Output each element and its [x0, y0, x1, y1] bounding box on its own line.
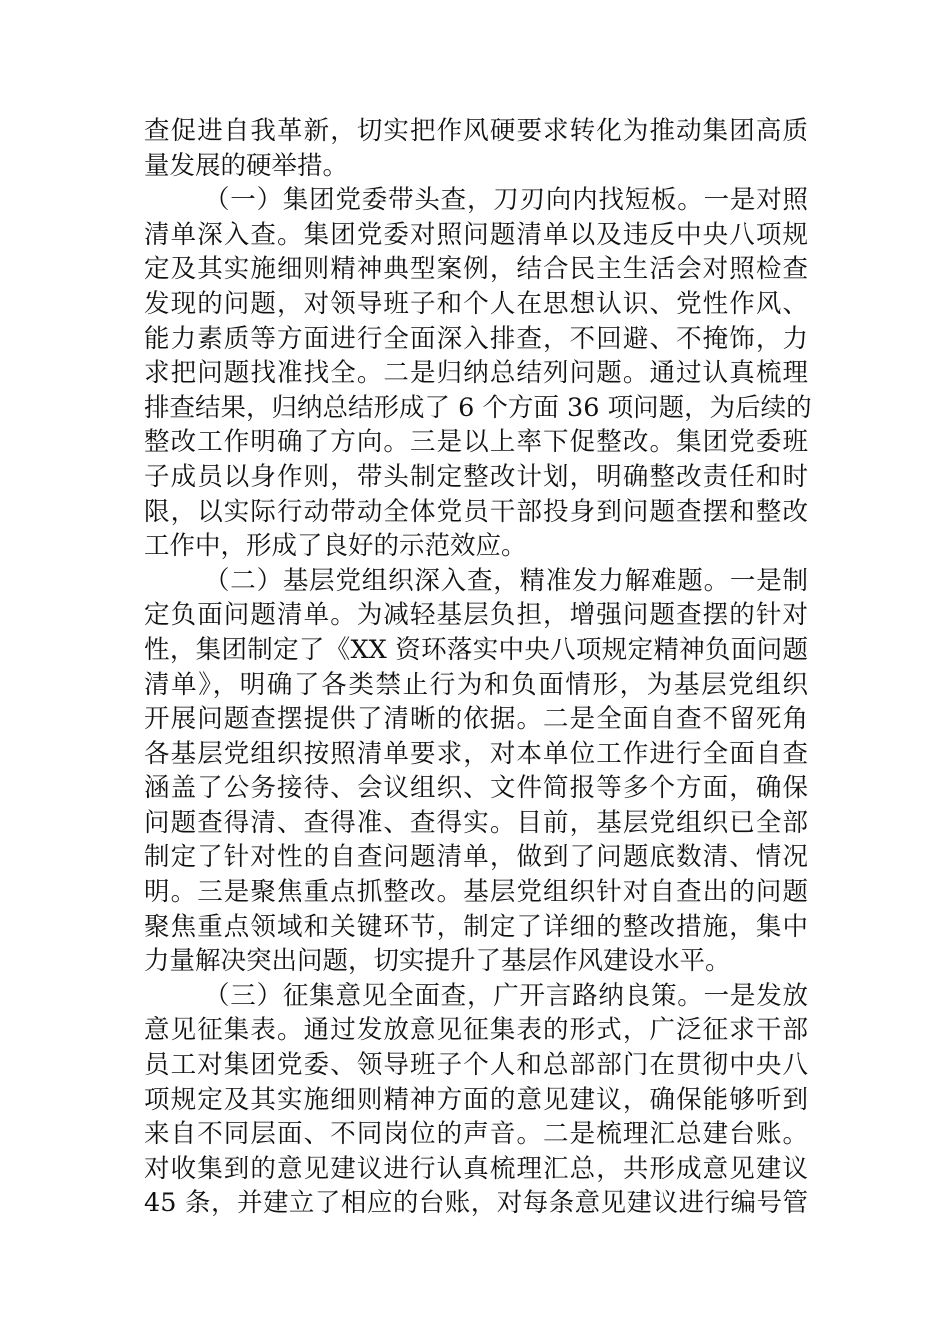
text-line: 性，集团制定了《XX 资环落实中央八项规定精神负面问题: [144, 634, 808, 665]
text-line: 定及其实施细则精神典型案例，结合民主生活会对照检查: [144, 254, 808, 285]
text-line: 查促进自我革新，切实把作风硬要求转化为推动集团高质: [144, 116, 808, 146]
paragraph-first-line: （一）集团党委带头查，刀刃向内找短板。一是对照: [204, 185, 808, 216]
text-line: 员工对集团党委、领导班子个人和总部部门在贯彻中央八: [144, 1050, 808, 1081]
text-line: 明。三是聚焦重点抓整改。基层党组织针对自查出的问题: [144, 877, 808, 908]
text-line: 开展问题查摆提供了清晰的依据。二是全面自查不留死角: [144, 704, 808, 735]
text-line: 清单深入查。集团党委对照问题清单以及违反中央八项规: [144, 219, 808, 250]
text-line: 整改工作明确了方向。三是以上率下促整改。集团党委班: [144, 427, 808, 458]
text-line: 限，以实际行动带动全体党员干部投身到问题查摆和整改: [144, 496, 808, 527]
text-line: 项规定及其实施细则精神方面的意见建议，确保能够听到: [144, 1084, 808, 1115]
text-line: 定负面问题清单。为减轻基层负担，增强问题查摆的针对: [144, 600, 808, 631]
text-line: 涵盖了公务接待、会议组织、文件简报等多个方面，确保: [144, 773, 808, 804]
text-line: 聚焦重点领域和关键环节，制定了详细的整改措施，集中: [144, 911, 808, 942]
text-line: 能力素质等方面进行全面深入排查，不回避、不掩饰，力: [144, 323, 808, 354]
text-line: 意见征集表。通过发放意见征集表的形式，广泛征求干部: [144, 1015, 808, 1046]
text-line: 清单》，明确了各类禁止行为和负面情形，为基层党组织: [144, 669, 808, 700]
text-line: 力量解决突出问题，切实提升了基层作风建设水平。: [144, 946, 731, 977]
document-body: [144, 114, 812, 1221]
text-line: 来自不同层面、不同岗位的声音。二是梳理汇总建台账。: [144, 1119, 808, 1150]
text-line: 子成员以身作则，带头制定整改计划，明确整改责任和时: [144, 461, 808, 492]
text-line: 对收集到的意见建议进行认真梳理汇总，共形成意见建议: [144, 1153, 808, 1184]
text-line: 发现的问题，对领导班子和个人在思想认识、党性作风、: [144, 288, 808, 319]
text-line: 求把问题找准找全。二是归纳总结列问题。通过认真梳理: [144, 358, 808, 389]
paragraph-first-line: （二）基层党组织深入查，精准发力解难题。一是制: [204, 565, 808, 596]
text-line: 各基层党组织按照清单要求，对本单位工作进行全面自查: [144, 738, 808, 769]
text-line: 问题查得清、查得准、查得实。目前，基层党组织已全部: [144, 807, 808, 838]
text-line: 排查结果，归纳总结形成了 6 个方面 36 项问题，为后续的: [144, 392, 812, 423]
text-line: 45 条，并建立了相应的台账，对每条意见建议进行编号管: [144, 1188, 808, 1219]
text-line: 制定了针对性的自查问题清单，做到了问题底数清、情况: [144, 842, 808, 873]
text-line: 量发展的硬举措。: [144, 150, 349, 181]
paragraph-first-line: （三）征集意见全面查，广开言路纳良策。一是发放: [204, 980, 808, 1011]
text-line: 工作中，形成了良好的示范效应。: [144, 531, 527, 562]
